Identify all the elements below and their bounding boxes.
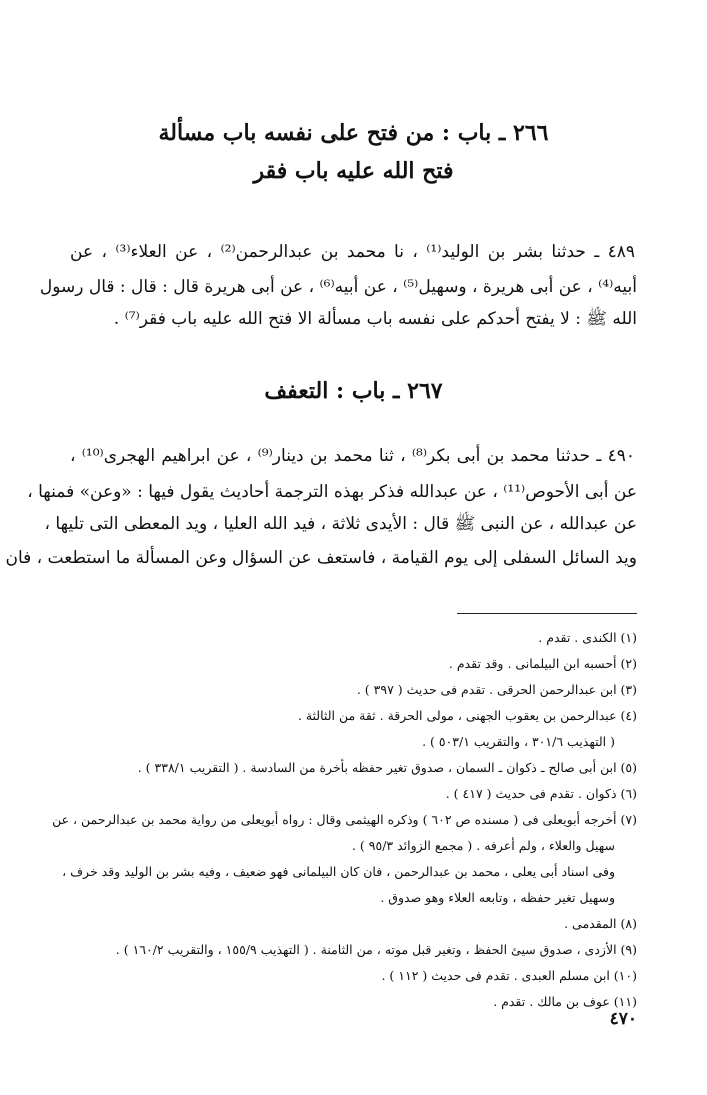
footnote: (٩) الأزدى ، صدوق سيئ الحفظ ، وتغير قبل موته ، من الثامنة . ( التهذيب ١٥٥/٩ ، والتقريب ١٦٠/٢ ) .: [115, 942, 637, 957]
hadith-489-line: ٤٨٩ ـ حدثنا بشر بن الوليد⁽¹⁾ ، نا محمد بن عبدالرحمن⁽²⁾ ، عن العلاء⁽³⁾ ، عن: [70, 242, 636, 262]
hadith-490-line: ويد السائل السفلى إلى يوم القيامة ، فاستعف عن السؤال وعن المسألة ما استطعت ، فان: [5, 548, 637, 568]
footnote: وفى اسناد أبى يعلى ، محمد بن عبدالرحمن ، فان كان البيلمانى فهو ضعيف ، وفيه بشر بن الوليد وقد خرف ،: [62, 864, 615, 879]
footnote: (٨) المقدمى .: [564, 916, 637, 931]
hadith-489-line: أبيه⁽⁴⁾ ، عن أبى هريرة ، وسهيل⁽⁵⁾ ، عن أبيه⁽⁶⁾ ، عن أبى هريرة قال : قال : قال رسول: [39, 277, 637, 297]
footnote: (١١) عوف بن مالك . تقدم .: [493, 994, 637, 1009]
hadith-490-line: ٤٩٠ ـ حدثنا محمد بن أبى بكر⁽⁸⁾ ، ثنا محمد بن دينار⁽⁹⁾ ، عن ابراهيم الهجرى⁽¹⁰⁾ ،: [70, 446, 635, 466]
footnote: (١) الكندى . تقدم .: [538, 630, 637, 645]
footnote: وسهيل تغير حفظه ، وتابعه العلاء وهو صدوق .: [380, 890, 615, 905]
chapter-267-title: ٢٦٧ ـ باب : التعفف: [264, 378, 443, 404]
hadith-489-line: الله ﷺ : لا يفتح أحدكم على نفسه باب مسألة الا فتح الله عليه باب فقر⁽⁷⁾ .: [113, 309, 637, 329]
footnote: (٧) أخرجه أبويعلى فى ( مسنده ص ٦٠٢ ) وذكره الهيثمى وقال : رواه أبويعلى من رواية محمد بن عبدالرحمن ، عن: [52, 812, 637, 827]
chapter-266-title-line-1: ٢٦٦ ـ باب : من فتح على نفسه باب مسألة: [158, 120, 549, 146]
footnote: (٤) عبدالرحمن بن يعقوب الجهنى ، مولى الحرقة . ثقة من الثالثة .: [297, 708, 637, 723]
footnote: (٦) ذكوان . تقدم فى حديث ( ٤١٧ ) .: [445, 786, 637, 801]
chapter-266-title-line-2: فتح الله عليه باب فقر: [253, 158, 454, 184]
footnote: (١٠) ابن مسلم العبدى . تقدم فى حديث ( ١١٢ ) .: [381, 968, 637, 983]
footnote-separator: [457, 613, 637, 614]
hadith-490-line: عن عبدالله ، عن النبى ﷺ قال : الأيدى ثلاثة ، فيد الله العليا ، ويد المعطى التى تليها ،: [44, 514, 637, 534]
footnote: ( التهذيب ٣٠١/٦ ، والتقريب ٥٠٣/١ ) .: [422, 734, 615, 749]
footnote: سهيل والعلاء ، ولم أعرفه . ( مجمع الزوائد ٩٥/٣ ) .: [351, 838, 615, 853]
footnote: (٥) ابن أبى صالح ـ ذكوان ـ السمان ، صدوق تغير حفظه بأخرة من السادسة . ( التقريب ٣٣٨/١ ) .: [137, 760, 637, 775]
hadith-490-line: عن أبى الأحوص⁽¹¹⁾ ، عن عبدالله فذكر بهذه الترجمة أحاديث يقول فيها : «وعن» فمنها ،: [27, 482, 637, 502]
footnote: (٣) ابن عبدالرحمن الحرقى . تقدم فى حديث ( ٣٩٧ ) .: [356, 682, 637, 697]
footnote: (٢) أحسبه ابن البيلمانى . وقد تقدم .: [448, 656, 637, 671]
page-number: ٤٧٠: [609, 1009, 637, 1029]
